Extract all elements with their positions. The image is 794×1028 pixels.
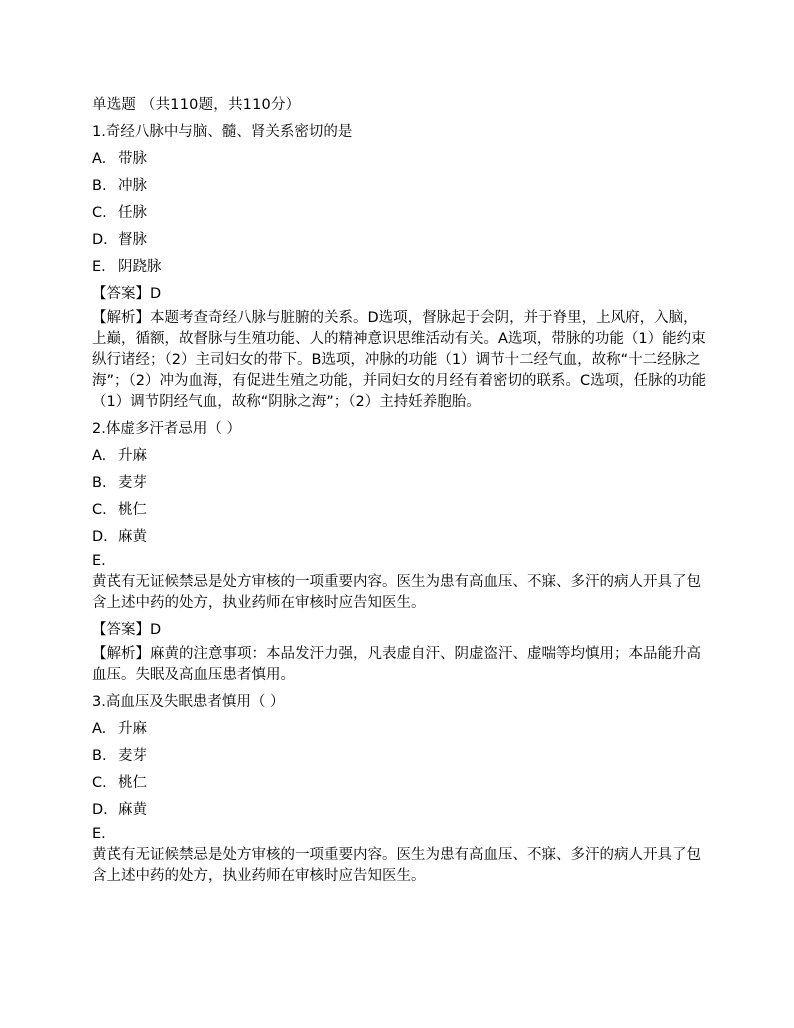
- option-text: 麻黄: [118, 529, 147, 545]
- analysis-text: 【解析】本题考查奇经八脉与脏腑的关系。D选项，督脉起于会阴，并于脊里，上风府，入脑，上巅，循额，故督脉与生殖功能、人的精神意识思维活动有关。A选项，带脉的功能（1）能约束纵行诸经；（2）主司妇女的带下。B选项，冲脉的功能（1）调节十二经气血，故称“十二经脉之海”；（2）冲为血海，有促进生殖之功能，并同妇女的月经有着密切的联系。C选项，任脉的功能（1）调节阴经气血，故称“阴脉之海”；（2）主持妊养胞胎。: [92, 310, 707, 410]
- option-key: E.: [92, 553, 106, 569]
- option-c[interactable]: [92, 770, 710, 797]
- option-text: 麻黄: [118, 802, 147, 818]
- option-e[interactable]: [92, 551, 710, 572]
- option-key: B.: [92, 748, 107, 764]
- option-key: D.: [92, 232, 108, 248]
- option-e[interactable]: [92, 254, 710, 281]
- question-stem: 2.体虚多汗者忌用（ ）: [92, 421, 241, 437]
- answer-label: 【答案】D: [92, 286, 162, 302]
- option-a[interactable]: [92, 716, 710, 743]
- option-key: C.: [92, 502, 107, 518]
- option-c[interactable]: [92, 497, 710, 524]
- option-text: 阴跷脉: [118, 259, 162, 275]
- analysis-text: 【解析】麻黄的注意事项：本品发汗力强，凡表虚自汗、阴虚盗汗、虚喘等均慎用；本品能升高血压。失眠及高血压患者慎用。: [92, 646, 701, 683]
- option-key: A.: [92, 151, 107, 167]
- option-key: B.: [92, 475, 107, 491]
- option-text: 带脉: [118, 151, 147, 167]
- option-text: 督脉: [118, 232, 147, 248]
- option-a[interactable]: [92, 146, 710, 173]
- option-a[interactable]: [92, 443, 710, 470]
- option-key: C.: [92, 775, 107, 791]
- option-key: E.: [92, 259, 106, 275]
- option-e[interactable]: [92, 824, 710, 845]
- option-key: D.: [92, 529, 108, 545]
- option-key: A.: [92, 721, 107, 737]
- option-c[interactable]: [92, 200, 710, 227]
- option-text: 升麻: [118, 448, 147, 464]
- option-text: 任脉: [118, 205, 147, 221]
- option-key: C.: [92, 205, 107, 221]
- option-text: 麦芽: [118, 748, 147, 764]
- option-text: 桃仁: [118, 502, 147, 518]
- option-b[interactable]: [92, 470, 710, 497]
- section-title: 单选题 （共110题，共110分）: [92, 97, 301, 113]
- option-b[interactable]: [92, 173, 710, 200]
- option-d[interactable]: [92, 524, 710, 551]
- question-stem: 3.高血压及失眠患者慎用（ ）: [92, 694, 285, 710]
- option-key: A.: [92, 448, 107, 464]
- answer-label: 【答案】D: [92, 622, 162, 638]
- option-d[interactable]: [92, 227, 710, 254]
- question-stem: 1.奇经八脉中与脑、髓、肾关系密切的是: [92, 124, 353, 140]
- question-1: [92, 119, 710, 413]
- option-b[interactable]: [92, 743, 710, 770]
- option-key: B.: [92, 178, 107, 194]
- exam-page: [92, 92, 710, 890]
- option-text: 麦芽: [118, 475, 147, 491]
- question-3: [92, 689, 710, 887]
- option-key: D.: [92, 802, 108, 818]
- case-text: 黄芪有无证候禁忌是处方审核的一项重要内容。医生为患有高血压、不寐、多汗的病人开具了包含上述中药的处方，执业药师在审核时应告知医生。: [92, 574, 701, 611]
- case-text: 黄芪有无证候禁忌是处方审核的一项重要内容。医生为患有高血压、不寐、多汗的病人开具了包含上述中药的处方，执业药师在审核时应告知医生。: [92, 847, 701, 884]
- option-text: 冲脉: [118, 178, 147, 194]
- option-d[interactable]: [92, 797, 710, 824]
- question-2: [92, 416, 710, 686]
- option-text: 桃仁: [118, 775, 147, 791]
- option-key: E.: [92, 826, 106, 842]
- option-text: 升麻: [118, 721, 147, 737]
